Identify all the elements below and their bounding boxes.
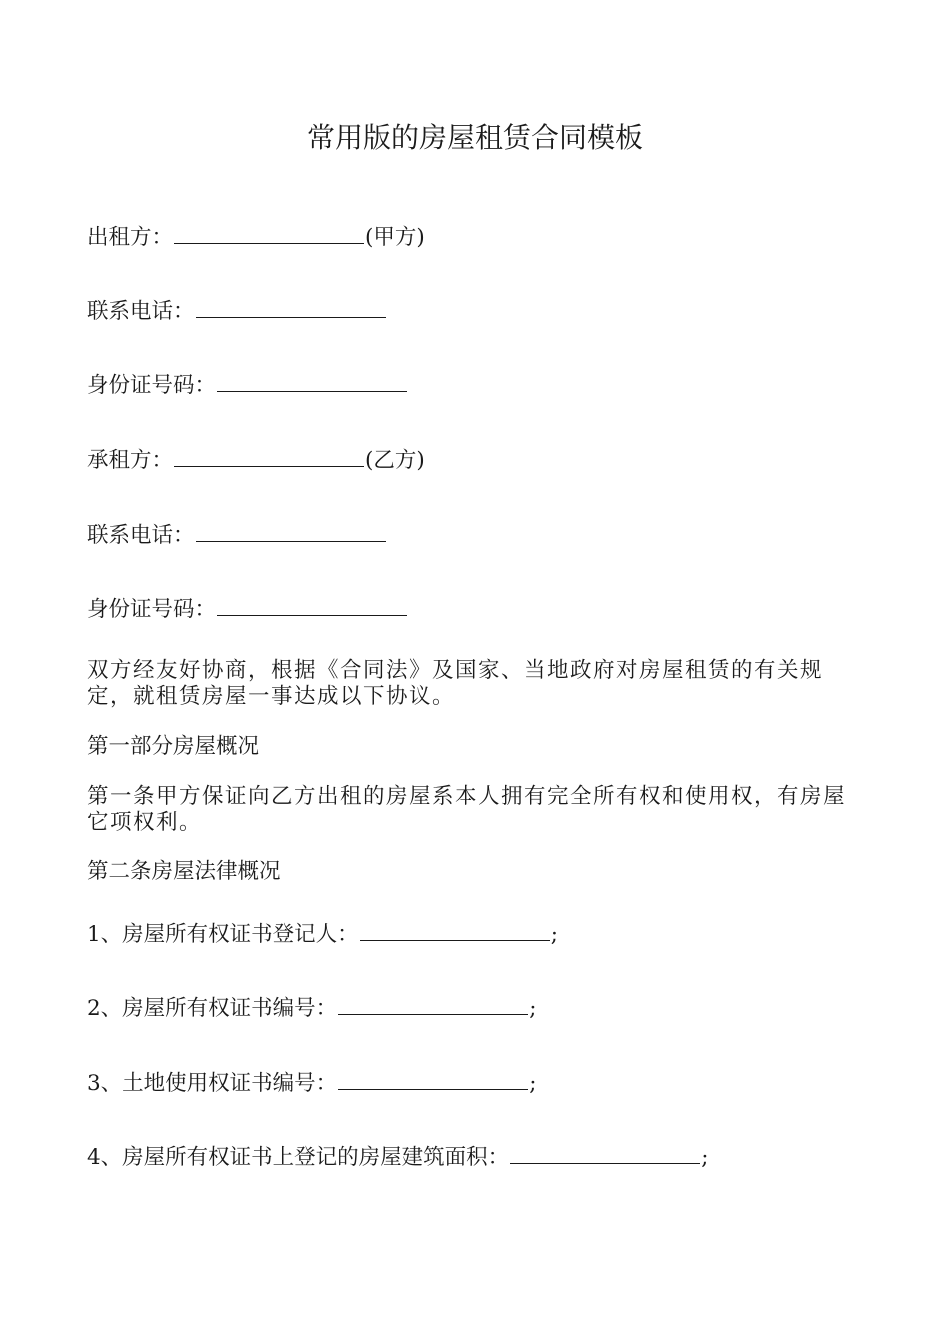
lessor-id-line	[87, 371, 867, 399]
list-item	[87, 1069, 867, 1097]
lessee-label: 承租方：	[87, 448, 174, 473]
lessor-phone-line	[87, 297, 867, 325]
list-item-blank	[360, 920, 550, 941]
list-item	[87, 920, 867, 948]
lessor-phone-label: 联系电话：	[87, 299, 195, 324]
list-item	[87, 994, 867, 1022]
intro-paragraph: 双方经友好协商，根据《合同法》及国家、当地政府对房屋租赁的有关规定，就租赁房屋一事达成以下协议。	[87, 658, 824, 709]
list-item-label: 1、房屋所有权证书登记人：	[87, 922, 359, 947]
lessor-phone-blank	[196, 297, 386, 318]
lessor-line	[87, 223, 867, 251]
list-item-label: 3、土地使用权证书编号：	[87, 1071, 338, 1096]
lessee-phone-blank	[196, 521, 386, 542]
article2-heading: 第二条房屋法律概况	[87, 859, 281, 884]
article1-paragraph: 第一条甲方保证向乙方出租的房屋系本人拥有完全所有权和使用权，有房屋它项权利。	[87, 784, 847, 835]
lessee-blank	[174, 446, 364, 467]
lessee-line	[87, 446, 867, 474]
list-item-blank	[338, 994, 528, 1015]
list-item-suffix: ;	[701, 1145, 709, 1170]
lessee-id-label: 身份证号码：	[87, 597, 217, 622]
lessee-phone-line	[87, 521, 867, 549]
lessee-id-line	[87, 595, 867, 623]
lessor-blank	[174, 223, 364, 244]
lessor-suffix: (甲方)	[365, 225, 425, 250]
lessor-id-label: 身份证号码：	[87, 373, 217, 398]
list-item-label: 2、房屋所有权证书编号：	[87, 996, 338, 1021]
list-item-blank	[338, 1069, 528, 1090]
list-item-label: 4、房屋所有权证书上登记的房屋建筑面积：	[87, 1145, 510, 1170]
lessee-suffix: (乙方)	[365, 448, 425, 473]
part1-heading: 第一部分房屋概况	[87, 734, 260, 759]
lessor-label: 出租方：	[87, 225, 174, 250]
list-item-blank	[510, 1143, 700, 1164]
document-title: 常用版的房屋租赁合同模板	[306, 121, 643, 154]
lessor-id-blank	[217, 371, 407, 392]
list-item	[87, 1143, 867, 1171]
list-item-suffix: ;	[529, 996, 537, 1021]
lessee-phone-label: 联系电话：	[87, 523, 195, 548]
list-item-suffix: ;	[550, 922, 558, 947]
lessee-id-blank	[217, 595, 407, 616]
list-item-suffix: ;	[529, 1071, 537, 1096]
